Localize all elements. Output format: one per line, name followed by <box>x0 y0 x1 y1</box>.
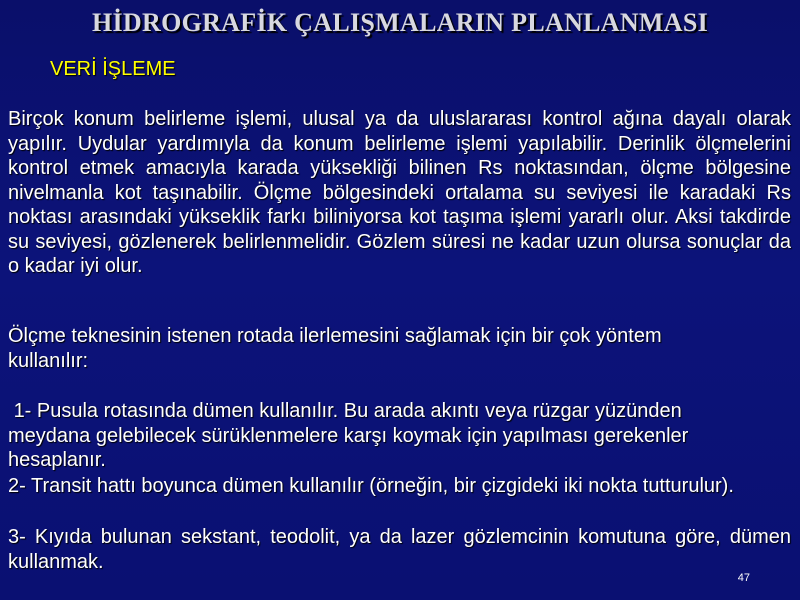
slide-subtitle: VERİ İŞLEME <box>50 58 176 80</box>
slide-title: HİDROGRAFİK ÇALIŞMALARIN PLANLANMASI <box>91 8 709 37</box>
list-item-method-3: 3- Kıyıda bulunan sekstant, teodolit, ya da lazer gözlemcinin komutuna göre, dümen kullanmak. <box>8 526 791 573</box>
list-item-method-1: 1- Pusula rotasında dümen kullanılır. Bu arada akıntı veya rüzgar yüzünden meydana gelebilecek sürüklenmelere karşı koymak için yapılması gerekenler hesaplanır. <box>8 400 694 471</box>
list-item-method-2: 2- Transit hattı boyunca dümen kullanılır (örneğin, bir çizgideki iki nokta tutturulur). <box>8 475 734 497</box>
paragraph-intro: Birçok konum belirleme işlemi, ulusal ya da uluslararası kontrol ağına dayalı olarak yapılır. Uydular yardımıyla da konum belirleme işlemi yapılabilir. Derinlik ölçmelerini kontrol etmek amacıyla karada yüksekliği bilinen Rs noktasından, ölçme bölgesine nivelmanla kot taşınabilir. Ölçme bölgesindeki ortalama su seviyesi ile karadaki Rs noktası arasındaki yükseklik farkı biliniyorsa kot taşıma işlemi yararlı olur. Aksi takdirde su seviyesi, gözlenerek belirlenmelidir. Gözlem süresi ne kadar uzun olursa sonuçlar da o kadar iyi olur. <box>8 108 791 277</box>
page-number: 47 <box>737 572 750 584</box>
paragraph-methods-lead: Ölçme teknesinin istenen rotada ilerlemesini sağlamak için bir çok yöntem kullanılır: <box>8 325 662 372</box>
